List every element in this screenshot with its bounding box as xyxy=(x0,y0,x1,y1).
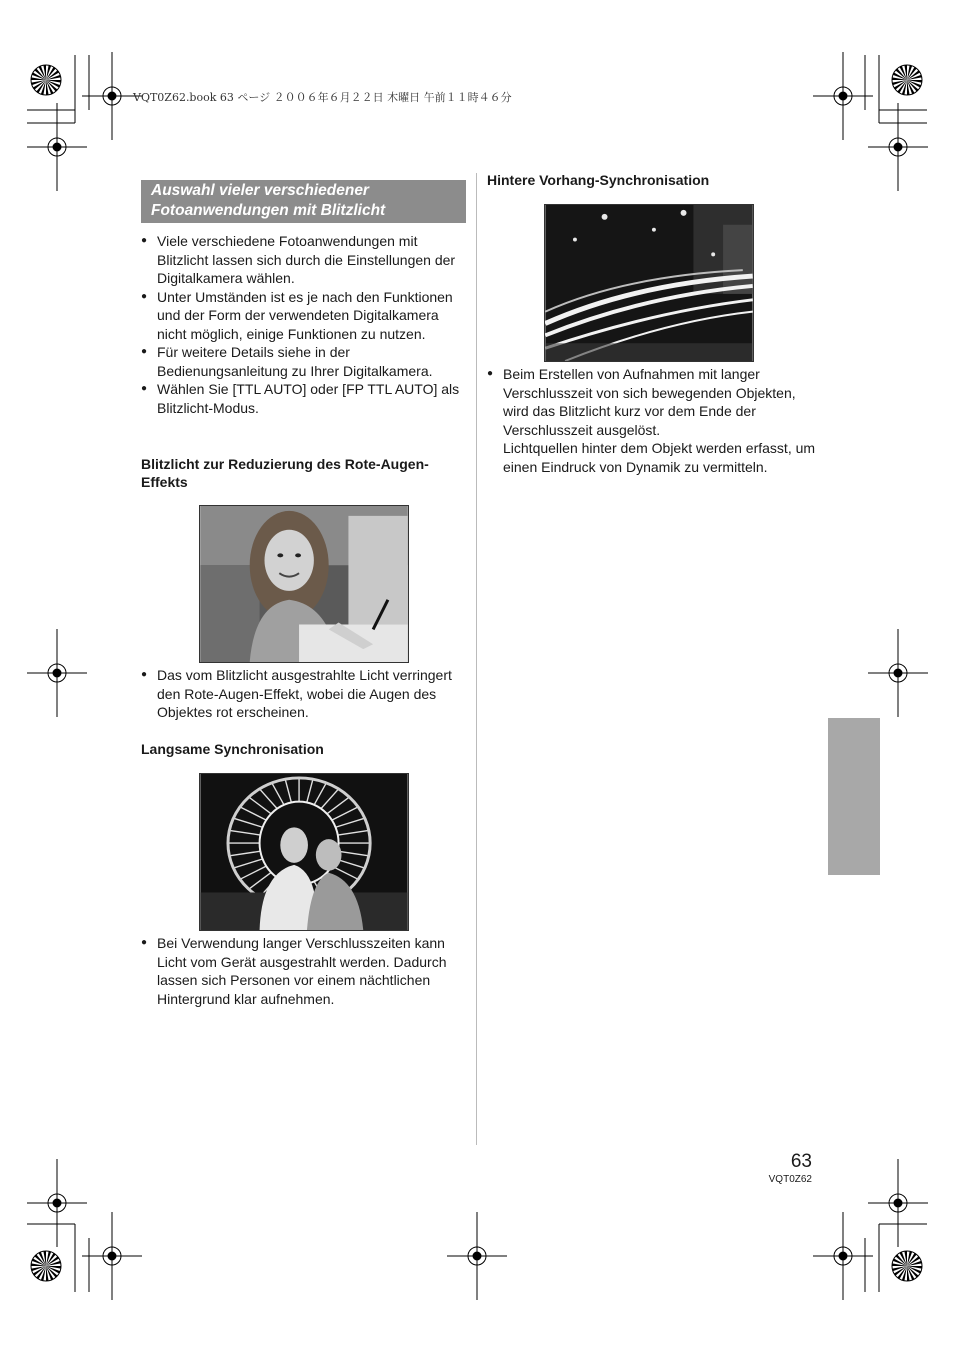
intro-bullet: ● Für weitere Details siehe in der Bedienungsanleitung zu Ihrer Digitalkamera. xyxy=(141,343,466,380)
slow-sync-heading: Langsame Synchronisation xyxy=(141,741,324,757)
crosshair-mark xyxy=(813,52,873,140)
crosshair-mark xyxy=(868,1159,928,1247)
red-eye-bullet: ● Das vom Blitzlicht ausgestrahlte Licht verringert den Rote-Augen-Effekt, wobei die Augen des Objektes rot erscheinen. xyxy=(141,666,466,722)
section-title-line-2: Fotoanwendungen mit Blitzlicht xyxy=(151,202,386,219)
slow-sync-bullet-list xyxy=(141,934,466,1008)
rear-sync-bullet xyxy=(487,365,817,476)
intro-bullet: ● Viele verschiedene Fotoanwendungen mit Blitzlicht lassen sich durch die Einstellungen der Digitalkamera wählen. xyxy=(141,232,466,288)
crosshair-mark xyxy=(27,103,87,191)
crosshair-mark xyxy=(868,629,928,717)
red-eye-heading: Blitzlicht zur Reduzierung des Rote-Augen-Effekts xyxy=(141,456,429,490)
intro-bullet: ● Unter Umständen ist es je nach den Funktionen und der Form der verwendeten Digitalkamera nicht möglich, einige Funktionen zu nutzen. xyxy=(141,288,466,344)
print-header-line: VQT0Z62.book 63 ページ ２００６年６月２２日 木曜日 午前１１時４６分 xyxy=(133,91,512,104)
rear-sync-bullet-list xyxy=(487,365,817,476)
page-number: 63 xyxy=(790,1151,812,1172)
crosshair-mark xyxy=(27,1159,87,1247)
starburst-mark xyxy=(892,1251,922,1281)
slow-sync-photo xyxy=(199,773,409,931)
starburst-mark xyxy=(31,1251,61,1281)
crosshair-mark xyxy=(447,1212,507,1300)
rear-sync-bullet-text-2: Lichtquellen hinter dem Objekt werden erfasst, um einen Eindruck von Dynamik zu vermitteln. xyxy=(503,440,816,475)
red-eye-photo xyxy=(199,505,409,663)
crosshair-mark xyxy=(813,1212,873,1300)
intro-bullet: ● Wählen Sie [TTL AUTO] oder [FP TTL AUTO] als Blitzlicht-Modus. xyxy=(141,380,466,417)
rear-sync-photo xyxy=(544,204,754,362)
crosshair-mark xyxy=(868,103,928,191)
starburst-mark xyxy=(31,65,61,95)
column-divider xyxy=(476,173,477,1145)
rear-sync-bullet-text: Beim Erstellen von Aufnahmen mit langer Verschlusszeit von sich bewegenden Objekten, wird das Blitzlicht kurz vor dem Ende der Verschlusszeit ausgelöst. xyxy=(503,366,796,438)
intro-bullet-list xyxy=(141,232,466,417)
side-section-tab xyxy=(828,718,880,875)
rear-sync-heading: Hintere Vorhang-Synchronisation xyxy=(487,172,710,188)
red-eye-bullet-list xyxy=(141,666,466,722)
crosshair-mark xyxy=(82,1212,142,1300)
section-title-line-1: Auswahl vieler verschiedener xyxy=(151,182,369,199)
document-code: VQT0Z62 xyxy=(768,1174,812,1185)
starburst-mark xyxy=(892,65,922,95)
crosshair-mark xyxy=(27,629,87,717)
slow-sync-bullet: ● Bei Verwendung langer Verschlusszeiten kann Licht vom Gerät ausgestrahlt werden. Dadurch lassen sich Personen vor einem nächtlichen Hintergrund klar aufnehmen. xyxy=(141,934,466,1008)
section-title-box xyxy=(141,180,466,223)
